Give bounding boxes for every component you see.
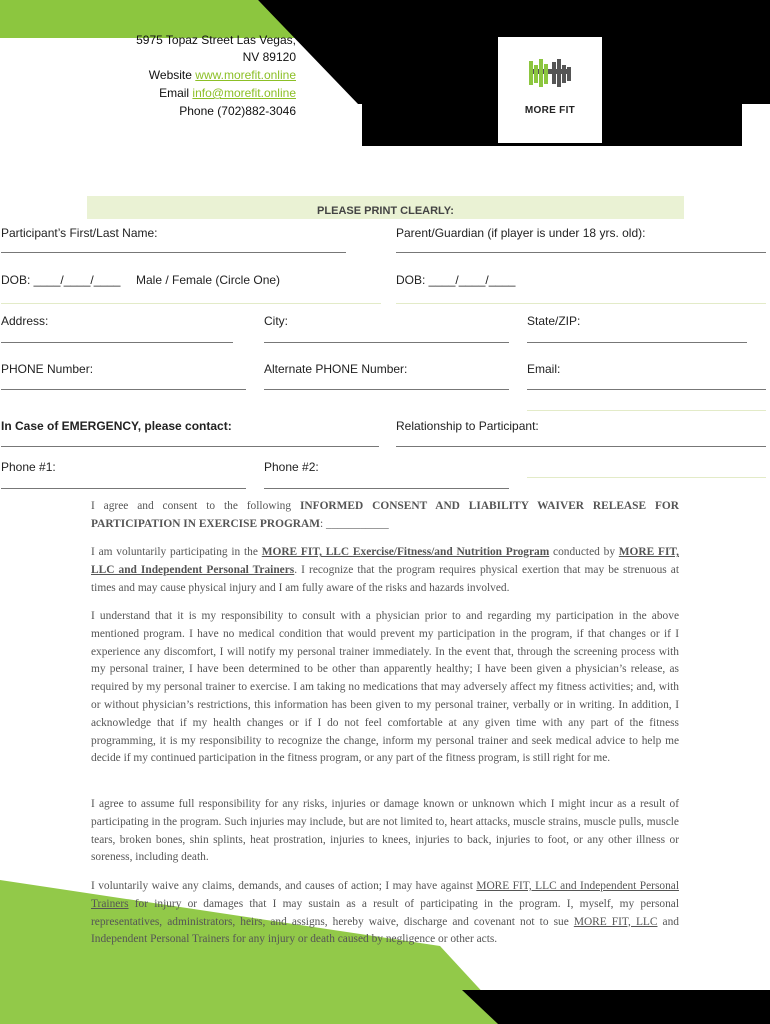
waiver-paragraph-2: I understand that it is my responsibility to consult with a physician prior to and regarding my participation in the above mentioned program. I have no medical condition that would prevent my participation in the program, if that changes or if I experience any discomfort, I will notify my personal trainer immediately. In the event that, through the screening process with my personal trainer, I have been determined to be other than apparently healthy; I have been given a physician’s release, as required by my personal trainer to exercise. I am taking no medications that may adversely affect my fitness activities; and, with or without physician’s restrictions, this information has been given to my personal trainer, verbally or in writing. In addition, I acknowledge that if my health changes or if I do not feel comfortable at any given time with any part of the fitness programming, it is my responsibility to recognize the change, inform my personal trainer and seek medical advice to help me decide if my continued participation in the fitness program, or any part of the fitness program, is still right for me. — [91, 610, 679, 765]
separator — [396, 303, 766, 304]
relationship-label: Relationship to Participant: — [396, 419, 539, 433]
separator — [527, 410, 766, 411]
email-link[interactable]: info@morefit.online — [192, 86, 296, 100]
website-label: Website — [148, 68, 192, 82]
p1-text: conducted by — [549, 546, 619, 558]
state-zip-label: State/ZIP: — [527, 314, 581, 328]
p4-text: I voluntarily waive any claims, demands, and causes of action; I may have against — [91, 880, 477, 892]
email-field[interactable] — [527, 389, 766, 390]
website-link[interactable]: www.morefit.online — [195, 68, 296, 82]
program-name: MORE FIT, LLC Exercise/Fitness/and Nutrition Program — [261, 546, 550, 558]
phone2-label: Phone #2: — [264, 460, 319, 474]
email-label: Email — [159, 86, 190, 100]
alt-phone-field[interactable] — [264, 389, 509, 390]
header-corner-gap — [742, 104, 770, 146]
dumbbell-icon — [498, 37, 602, 107]
p1-text: I am voluntarily participating in the — [91, 546, 262, 558]
print-clearly-text: PLEASE PRINT CLEARLY: — [317, 205, 454, 217]
logo — [498, 37, 602, 143]
waiver-title: INFORMED CONSENT AND LIABILITY WAIVER RELEASE FOR PARTICIPATION IN EXERCISE PROGRAM — [91, 500, 680, 530]
company-trainers: MORE FIT, LLC and Independent Personal Trainers — [91, 546, 680, 576]
phone1-field[interactable] — [1, 488, 246, 489]
company-name: MORE FIT, LLC — [573, 915, 658, 928]
waiver-paragraph-3: I agree to assume full responsibility for any risks, injuries or damage known or unknown which I might incur as a result of participating in the program. Such injuries may include, but are not limited to, heart attacks, muscle strains, muscle pulls, muscle tears, broken bones, shin splints, heat prostration, injuries to knees, injuries to back, injuries to foot, or any other illness or soreness, including death. — [91, 798, 679, 864]
emergency-contact-field[interactable] — [1, 446, 379, 447]
gender-label: Male / Female (Circle One) — [136, 273, 281, 287]
phone-number-label: PHONE Number: — [1, 362, 94, 376]
dob-left-label: DOB: ____/____/____ — [1, 273, 121, 287]
relationship-field[interactable] — [396, 446, 766, 447]
intro-text: I agree and consent to the following — [91, 500, 300, 512]
alt-phone-label: Alternate PHONE Number: — [264, 362, 408, 376]
emergency-label: In Case of EMERGENCY, please contact: — [1, 419, 232, 433]
email-label: Email: — [527, 362, 561, 376]
parent-guardian-field[interactable] — [396, 252, 766, 253]
dob-right-label: DOB: ____/____/____ — [396, 273, 516, 287]
initials-blank: : ___________ — [320, 517, 389, 530]
email-row — [159, 84, 296, 102]
city-field[interactable] — [264, 342, 509, 343]
state-zip-field[interactable] — [527, 342, 747, 343]
p4-text: and Independent Personal Trainers for any injury or death caused by negligence or other acts. — [91, 915, 679, 946]
bottom-black-band — [462, 990, 770, 1024]
phone-number-field[interactable] — [1, 389, 246, 390]
address-line-1: 5975 Topaz Street Las Vegas, — [136, 33, 296, 47]
participant-name-field[interactable] — [1, 252, 346, 253]
address-field[interactable] — [1, 342, 233, 343]
address-label: Address: — [1, 314, 49, 328]
separator — [1, 303, 381, 304]
p1-text: . I recognize that the program requires physical exertion that may be strenuous at times and may cause physical injury and I am fully aware of the risks and hazards involved. — [91, 563, 679, 594]
company-trainers: MORE FIT, LLC and Independent Personal Trainers — [91, 880, 679, 910]
waiver-paragraph-4 — [91, 878, 679, 949]
separator — [527, 477, 766, 478]
phone2-field[interactable] — [264, 488, 509, 489]
parent-guardian-label: Parent/Guardian (if player is under 18 yrs. old): — [396, 226, 646, 240]
waiver-paragraph-1 — [91, 544, 679, 597]
city-label: City: — [264, 314, 288, 328]
website-row — [149, 66, 296, 84]
address-line-2: NV 89120 — [242, 50, 296, 64]
phone-row: Phone (702)882-3046 — [179, 104, 296, 118]
logo-text: MORE FIT — [524, 105, 576, 116]
waiver-intro — [91, 498, 679, 534]
p4-text: for injury or damages that I may sustain as a result of participating in the program. I, myself, my personal representatives, administrators, heirs, and assigns, hereby waive, discharge and covenant not to sue — [91, 897, 679, 928]
phone1-label: Phone #1: — [1, 460, 56, 474]
print-clearly-banner — [87, 196, 684, 219]
participant-name-label: Participant’s First/Last Name: — [1, 226, 158, 240]
